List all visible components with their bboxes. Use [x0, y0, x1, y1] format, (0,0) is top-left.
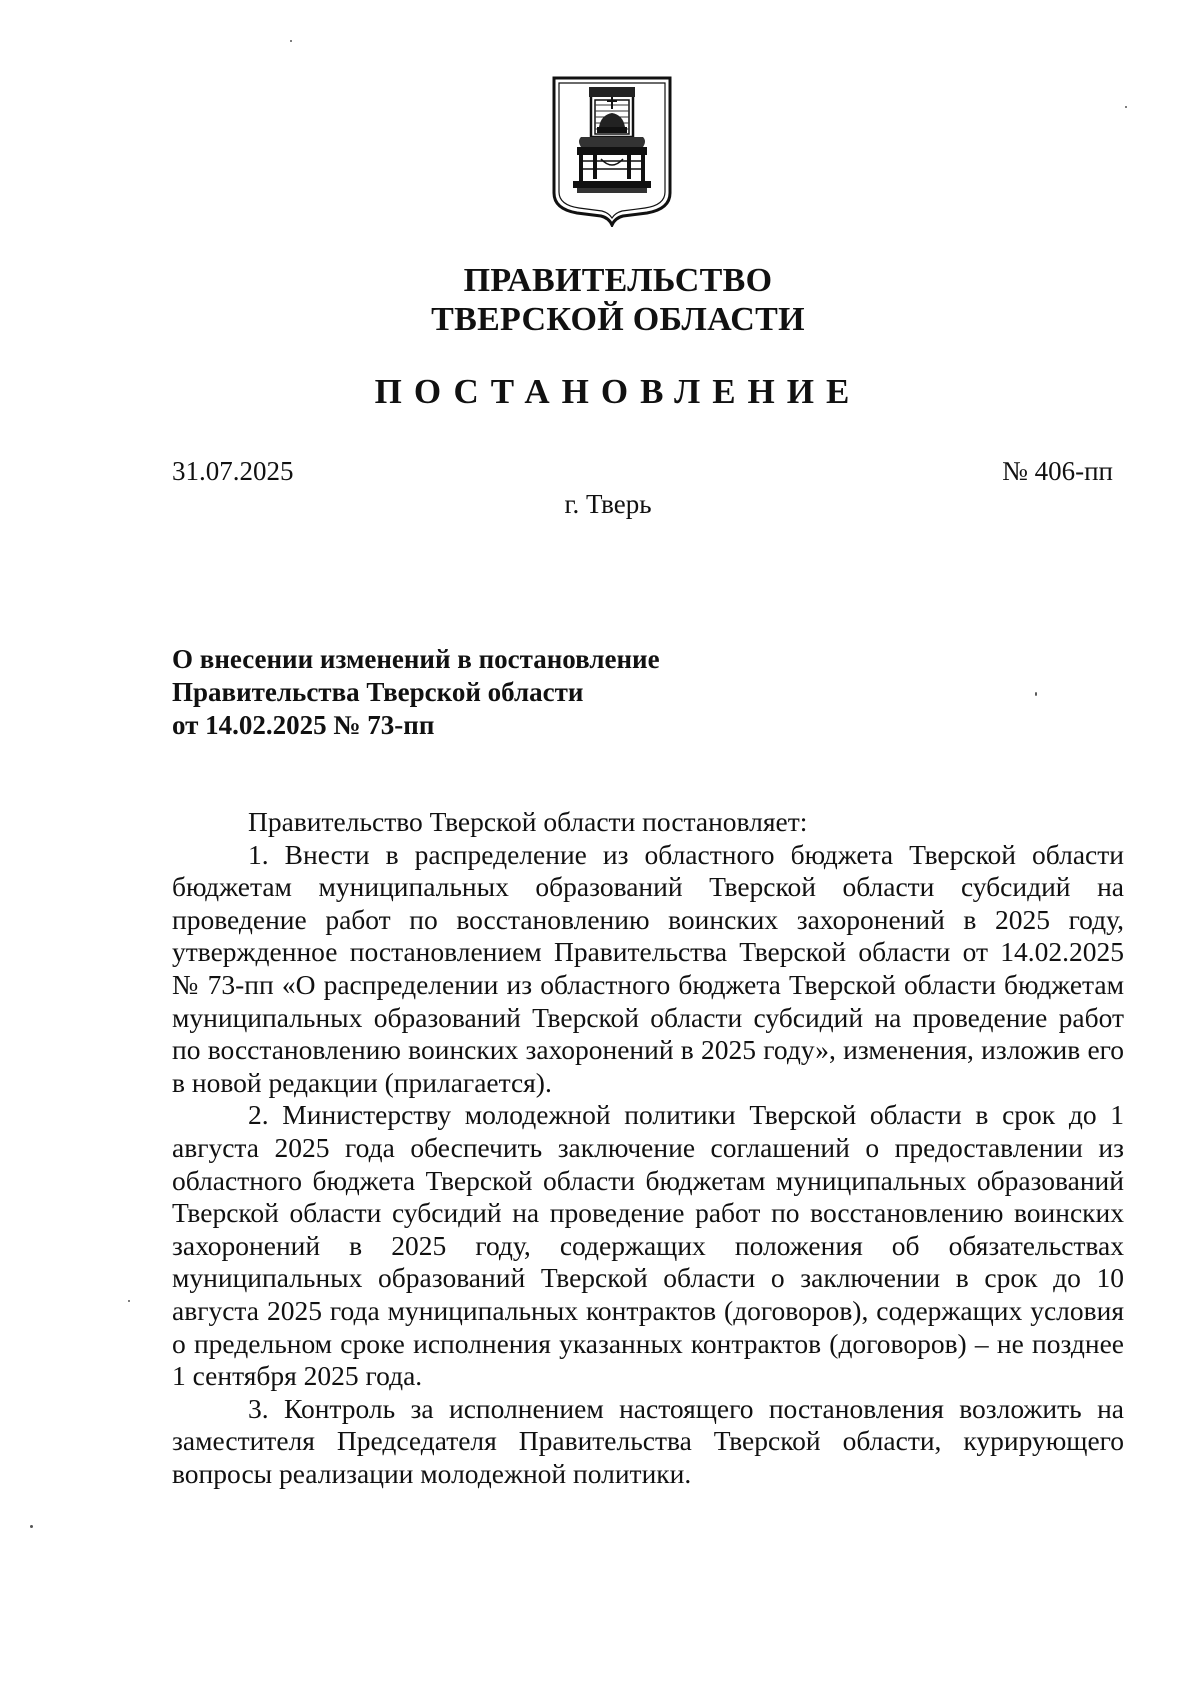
subject-line: Правительства Тверской области	[172, 677, 584, 707]
government-name-line1: ПРАВИТЕЛЬСТВО	[463, 262, 773, 299]
subject-line: О внесении изменений в постановление	[172, 644, 660, 674]
body-item-1: 1. Внести в распределение из областного бюджета Тверской области бюджетам муниципальных образований Тверской области субсидий на проведение работ по восстановлению воинских захоронений в 2025 году, утвержденное постановлением Правительства Тверской области от 14.02.2025 № 73-пп «О распределении из областного бюджета Тверской области бюджетам муниципальных образований Тверской области субсидий на проведение работ по восстановлению воинских захоронений в 2025 году», изменения, изложив его в новой редакции (прилагается).	[172, 838, 1124, 1098]
scan-speck	[1125, 106, 1127, 108]
document-number: № 406-пп	[1002, 456, 1113, 486]
document-subject	[172, 643, 660, 742]
document-city: г. Тверь	[564, 489, 652, 519]
body-item-2: 2. Министерству молодежной политики Тверской области в срок до 1 августа 2025 года обеспечить заключение соглашений о предоставлении из областного бюджета Тверской области бюджетам муниципальных образований Тверской области субсидий на проведение работ по восстановлению воинских захоронений в 2025 году, содержащих положения об обязательствах муниципальных образований Тверской области о заключении в срок до 10 августа 2025 года муниципальных контрактов (договоров), содержащих условия о предельном сроке исполнения указанных контрактов (договоров) – не позднее 1 сентября 2025 года.	[172, 1099, 1124, 1392]
scan-speck	[30, 1525, 33, 1528]
document-type-title: ПОСТАНОВЛЕНИЕ	[374, 372, 862, 411]
scan-speck	[290, 40, 292, 42]
subject-line: от 14.02.2025 № 73-пп	[172, 710, 435, 740]
scan-speck	[1035, 692, 1037, 696]
document-body	[172, 806, 1124, 1490]
body-item-3: 3. Контроль за исполнением настоящего постановления возложить на заместителя Председателя Правительства Тверской области, курирующего вопросы реализации молодежной политики.	[172, 1392, 1124, 1489]
government-name-line2: ТВЕРСКОЙ ОБЛАСТИ	[431, 301, 805, 338]
document-date: 31.07.2025	[172, 456, 294, 486]
scan-speck	[128, 1300, 130, 1302]
coat-of-arms-icon	[551, 75, 673, 227]
body-intro: Правительство Тверской области постановляет:	[248, 806, 808, 837]
